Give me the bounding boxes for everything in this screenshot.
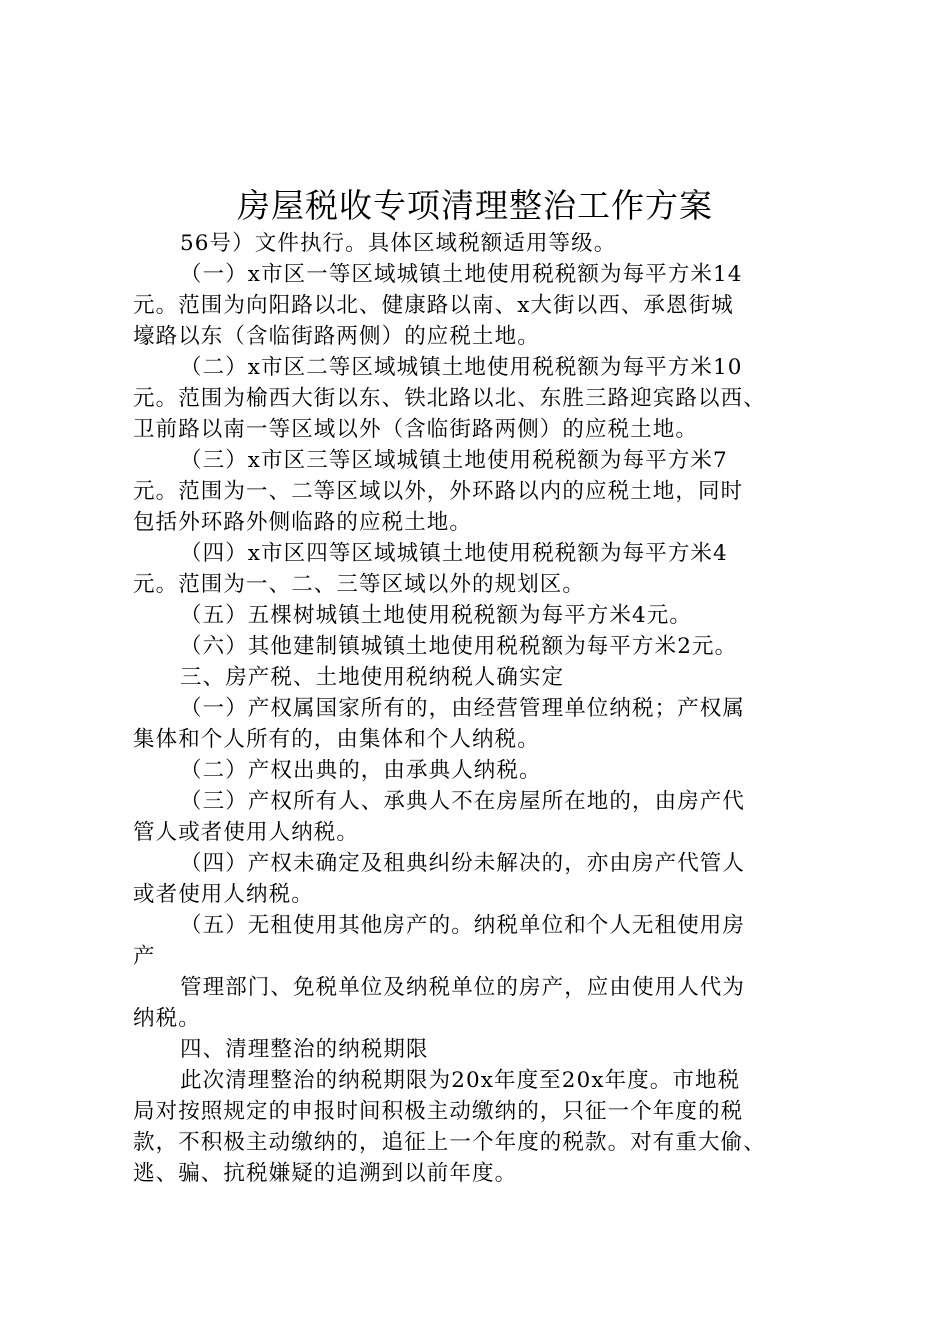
text-line: 卫前路以南一等区域以外（含临街路两侧）的应税土地。 [133,417,699,442]
text-line: 元。范围为榆西大街以东、铁北路以北、东胜三路迎宾路以西、 [133,386,766,411]
text-line: 四、清理整治的纳税期限 [180,1037,429,1062]
text-line: 56号）文件执行。具体区域税额适用等级。 [180,231,617,256]
text-line: （二）产权出典的，由承典人纳税。 [180,758,542,783]
text-line: （四）x市区四等区域城镇土地使用税税额为每平方米4 [180,541,728,566]
text-line: 壕路以东（含临街路两侧）的应税土地。 [133,324,540,349]
text-line: （五）无租使用其他房产的。纳税单位和个人无租使用房 [180,913,746,938]
text-line: 元。范围为一、二、三等区域以外的规划区。 [133,572,586,597]
document-title: 房屋税收专项清理整治工作方案 [237,186,713,225]
text-line: 三、房产税、土地使用税纳税人确实定 [180,665,565,690]
text-line: 纳税。 [133,1006,201,1031]
text-line: （三）x市区三等区域城镇土地使用税税额为每平方米7 [180,448,728,473]
text-line: 产 [133,944,156,969]
text-line: 包括外环路外侧临路的应税土地。 [133,510,473,535]
text-line: （四）产权未确定及租典纠纷未解决的，亦由房产代管人 [180,851,746,876]
text-line: 局对按照规定的申报时间积极主动缴纳的，只征一个年度的税 [133,1099,744,1124]
text-line: 元。范围为向阳路以北、健康路以南、x大街以西、承恩街城 [133,293,734,318]
document-body [133,228,823,1189]
text-line: （二）x市区二等区域城镇土地使用税税额为每平方米10 [180,355,743,380]
text-line: （六）其他建制镇城镇土地使用税税额为每平方米2元。 [180,634,738,659]
text-line: （三）产权所有人、承典人不在房屋所在地的，由房产代 [180,789,746,814]
text-line: 逃、骗、抗税嫌疑的追溯到以前年度。 [133,1161,518,1186]
text-line: 或者使用人纳税。 [133,882,314,907]
text-line: 款，不积极主动缴纳的，追征上一个年度的税款。对有重大偷、 [133,1130,766,1155]
text-line: 管人或者使用人纳税。 [133,820,360,845]
text-line: 管理部门、免税单位及纳税单位的房产，应由使用人代为 [180,975,746,1000]
text-line: （一）产权属国家所有的，由经营管理单位纳税；产权属 [180,696,746,721]
text-line: （五）五棵树城镇土地使用税税额为每平方米4元。 [180,603,692,628]
text-line: （一）x市区一等区域城镇土地使用税税额为每平方米14 [180,262,743,287]
text-line: 元。范围为一、二等区域以外，外环路以内的应税土地，同时 [133,479,744,504]
text-line: 此次清理整治的纳税期限为20x年度至20x年度。市地税 [180,1068,741,1093]
text-line: 集体和个人所有的，由集体和个人纳税。 [133,727,540,752]
